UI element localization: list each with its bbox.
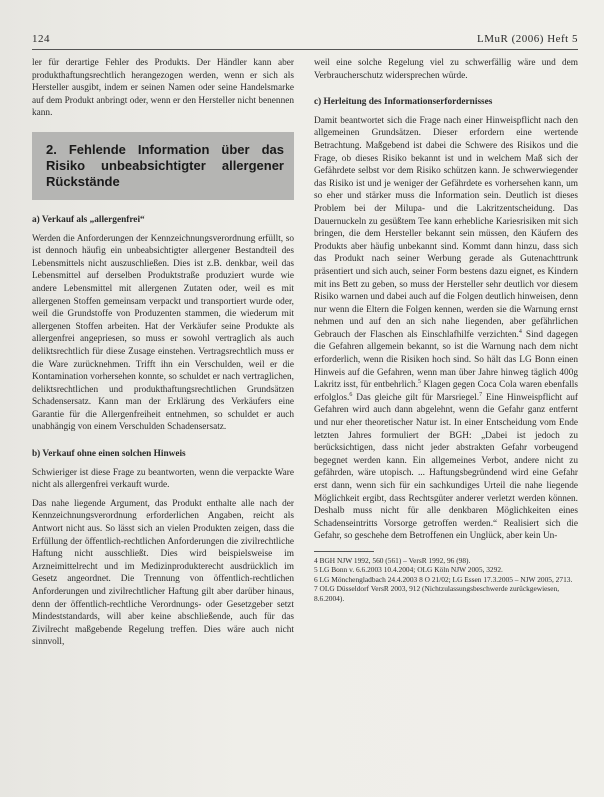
footnote-2: 5 LG Bonn v. 6.6.2003 10.4.2004; OLG Köln NJW 2005, 3292. [314,565,503,575]
footnote-marker-7: 7 [479,391,483,398]
paragraph-c-text2: Sind dagegen die Gefahren allgemein bekannt, so ist die Warnung nach dem nicht erforderlich, wenn die Risiken hoch sind. So hält das LG Bonn einen Hinweis auf die Gefahren, wenn man über Jahre hinweg täglich 400g Lakritz isst, für entbehrlich. [314,329,579,391]
paragraph-c [314,115,578,543]
subheading-a: a) Verkauf als „allergenfrei“ [32,214,145,225]
header-rule [32,49,578,50]
paragraph-b2: Das nahe liegende Argument, das Produkt enthalte alle nach der Kennzeichnungsverordnung erforderlichen Angaben, reicht als Antwort nicht aus. So lässt sich an vielen Produkten zeigen, dass die Erfüllung der öffentlich-rechtlichen Anforderungen die zivilrechtliche Haftung nicht ausschließt. Dies wird beispielsweise im Arzneimittelrecht und im Medizinprodukterecht ausdrücklich im Gesetz angeordnet. Die Trennung von öffentlich-rechtlichen Anforderungen und zivilrechtlicher Haftung gilt aber darüber hinaus, denn der öffentlich-rechtliche Verordnungs- oder Gesetzgeber setzt Mindeststandards, will aber keine abschließende, auch für das Zivilrecht maßgebende Regelung treffen. Dies wäre auch nicht sinnvoll, [32,498,294,648]
journal-header: LMuR (2006) Heft 5 [477,33,578,45]
footnote-marker-4: 4 [518,328,522,335]
section-title-box [32,132,294,200]
footnote-4: 7 OLG Düsseldorf VersR 2003, 912 (Nichtzulassungsbeschwerde zurückgewiesen, 8.6.2004). [314,584,560,603]
footnote-marker-5: 5 [418,379,422,386]
paragraph-c-text3: Klagen gegen Coca Cola waren ebenfalls erfolglos. [314,380,578,403]
left-column [32,57,294,649]
footnote-rule [314,551,374,552]
paragraph-c-text5: Eine Hinweispflicht auf Gefahren wird auch dann abgelehnt, wenn die Gefahr ganz entfernt und nur eher theoretischer Natur ist. In einer Entscheidung vom Ende letzten Jahres formuliert der BGH: „Dabei ist jedoch zu berücksichtigen, dass nicht jeder abstrakten Gefahr vorbeugend begegnet werden kann. Ein allgemeines Verbot, andere nicht zu gefährden, wäre utopisch. ... Haftungsbegründend wird eine Gefahr erst dann, wenn sich für ein sachkundiges Urteil die nahe liegende Möglichkeit ergibt, dass Rechtsgüter anderer verletzt werden können. Deshalb muss nicht für alle denkbaren Möglichkeiten eines Schadenseintritts Vorsorge getroffen werden.“ Realisiert sich die Gefahr, so geschehe dem Betroffenen ein Unglück, aber kein Un- [314,392,579,542]
footnote-1: 4 BGH NJW 1992, 560 (561) – VersR 1992, 96 (98). [314,555,471,565]
section-title: 2. Fehlende Information über das Risiko unbeabsichtigter allergener Rückstände [46,141,284,189]
paragraph-a: Werden die Anforderungen der Kennzeichnungsverordnung erfüllt, so ist dennoch häufig ein unbeabsichtigter allergener Bestandteil des Lebensmittels nicht auszuschließen. Dies ist z.B. denkbar, weil das Lebensmittel auf derselben Produktstraße produziert wurde wie andere Lebensmittel mit allergenen Zutaten oder, weil es mit allergenen Stoffen gemeinsam verpackt und transportiert wurde oder, weil die Grundstoffe von Produzenten stammen, die wiederum mit allergenen Stoffen arbeiten. Hat der Verkäufer seine Produkte als allergenfrei angepriesen, so muss er sowohl vertraglich als auch deliktsrechtlich für diese Zusage einstehen. Vertragsrechtlich muss er die Ware zurücknehmen. Trifft ihn ein Verschulden, weil er die Kontamination vorhersehen konnte, so schuldet er nach vertraglichen, deliktsrechtlichen und produkthaftungsrechtlichen Grundsätzen Schadensersatz. Kann man der Erklärung des Verkäufers eine Garantie für die Allergenfreiheit entnehmen, so schuldet er auch unabhängig von einem Verschulden Schadensersatz. [32,233,294,433]
paragraph-c-text4: Das gleiche gilt für Marsriegel. [356,392,480,403]
subheading-c: c) Herleitung des Informationserfordernisses [314,97,493,108]
paragraph-b1: Schwieriger ist diese Frage zu beantworten, wenn die verpackte Ware nicht als allergenfrei verkauft wurde. [32,467,294,491]
left-intro-paragraph: ler für derartige Fehler des Produkts. Der Händler kann aber produkthaftungsrechtlich herangezogen werden, wenn er sich als Hersteller ausgibt, indem er seinen Namen oder seine Handelsmarke auf dem Produkt anbringt oder, wenn er den Hersteller nicht benennen kann. [32,58,294,119]
page-number: 124 [32,33,50,45]
subheading-b: b) Verkauf ohne einen solchen Hinweis [32,449,186,460]
right-column [314,57,578,603]
footnote-marker-6: 6 [349,391,353,398]
footnote-3: 6 LG Mönchengladbach 24.4.2003 8 O 21/02; LG Essen 17.3.2005 – NJW 2005, 2713. [314,574,573,584]
paragraph-c-text1: Damit beantwortet sich die Frage nach einer Hinweispflicht nach den allgemeinen Grundsätzen. Dieser erfordern eine wertende Betrachtung. Maßgebend ist dabei die Schwere des Risikos und die Frage, ob dieses Risiko bekannt ist und in welchem Maß sich der Gefährdete selbst vor dem Risiko schützen kann. Je schwerwiegender das Risiko ist und je weniger der Gefährdete es vorhersehen kann, um so eher und stärker muss die Information sein. Deutlich ist dieses Problem bei der Milupa- und die Lakritzentscheidung. Das Dauernuckeln zu gesüßtem Tee kann erhebliche Kariesrisiken mit sich bringen, die dem Hersteller bekannt sein müssen, den Käufern des Produkts aber häufig unbekannt sind. Kommt dann hinzu, dass sich das Produkt nach seiner Werbung gerade als Gutenachttrunk präsentiert und sich auch, seiner Form bestens dazu eignet, es Kindern mit ins Bett zu geben, so muss der Hersteller sehr deutlich vor diesem Risiko warnen und dabei auch auf die Folgen deutlich hinweisen, denn nur wenn die Eltern die Folgen kennen, werden sie die Warnung ernst nehmen und auf den an sich nahe liegenden, aber gefährlichen Gebrauch der Flaschen als Einschlafhilfe verzichten. [314,115,578,340]
right-intro-paragraph: weil eine solche Regelung viel zu schwerfällig wäre und dem Verbraucherschutz widersprechen würde. [314,58,578,81]
